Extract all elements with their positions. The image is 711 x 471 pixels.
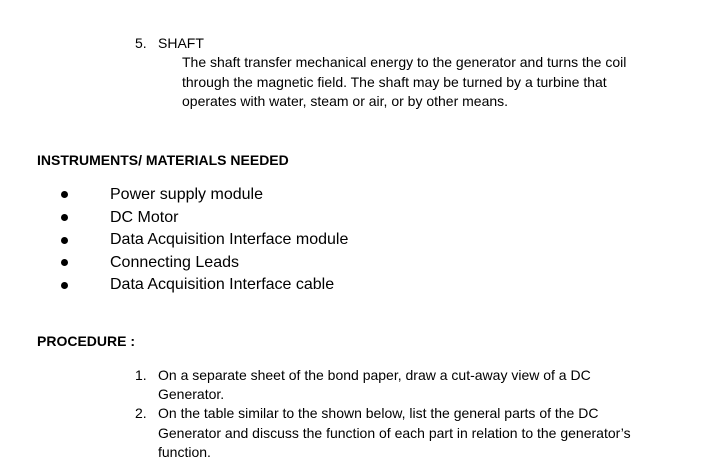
shaft-description-line: operates with water, steam or air, or by other means.: [182, 93, 509, 109]
bullet-icon: [61, 282, 68, 289]
procedure-step-line: function.: [158, 444, 211, 460]
instrument-item-label: Data Acquisition Interface cable: [110, 276, 335, 293]
shaft-heading: SHAFT: [158, 35, 204, 51]
bullet-icon: [61, 191, 68, 198]
procedure-step-number: 1.: [135, 367, 147, 383]
procedure-step-line: On the table similar to the shown below, list the general parts of the DC: [158, 405, 599, 421]
procedure-step-line: Generator.: [158, 386, 225, 402]
procedure-heading: PROCEDURE :: [37, 333, 136, 349]
procedure-step-number: 2.: [135, 405, 147, 421]
procedure-step-line: On a separate sheet of the bond paper, draw a cut-away view of a DC: [158, 367, 591, 383]
shaft-description-line: through the magnetic field. The shaft may be turned by a turbine that: [182, 74, 607, 90]
instrument-item-label: DC Motor: [110, 209, 179, 226]
bullet-icon: [61, 237, 68, 244]
bullet-icon: [61, 259, 68, 266]
procedure-step-line: Generator and discuss the function of each part in relation to the generator’s: [158, 425, 631, 441]
shaft-description-line: The shaft transfer mechanical energy to the generator and turns the coil: [182, 54, 627, 70]
instrument-item-label: Power supply module: [110, 186, 263, 203]
instruments-heading: INSTRUMENTS/ MATERIALS NEEDED: [37, 152, 289, 168]
instrument-item-label: Data Acquisition Interface module: [110, 231, 349, 248]
instrument-item-label: Connecting Leads: [110, 254, 239, 271]
shaft-number: 5.: [135, 35, 147, 51]
bullet-icon: [61, 214, 68, 221]
